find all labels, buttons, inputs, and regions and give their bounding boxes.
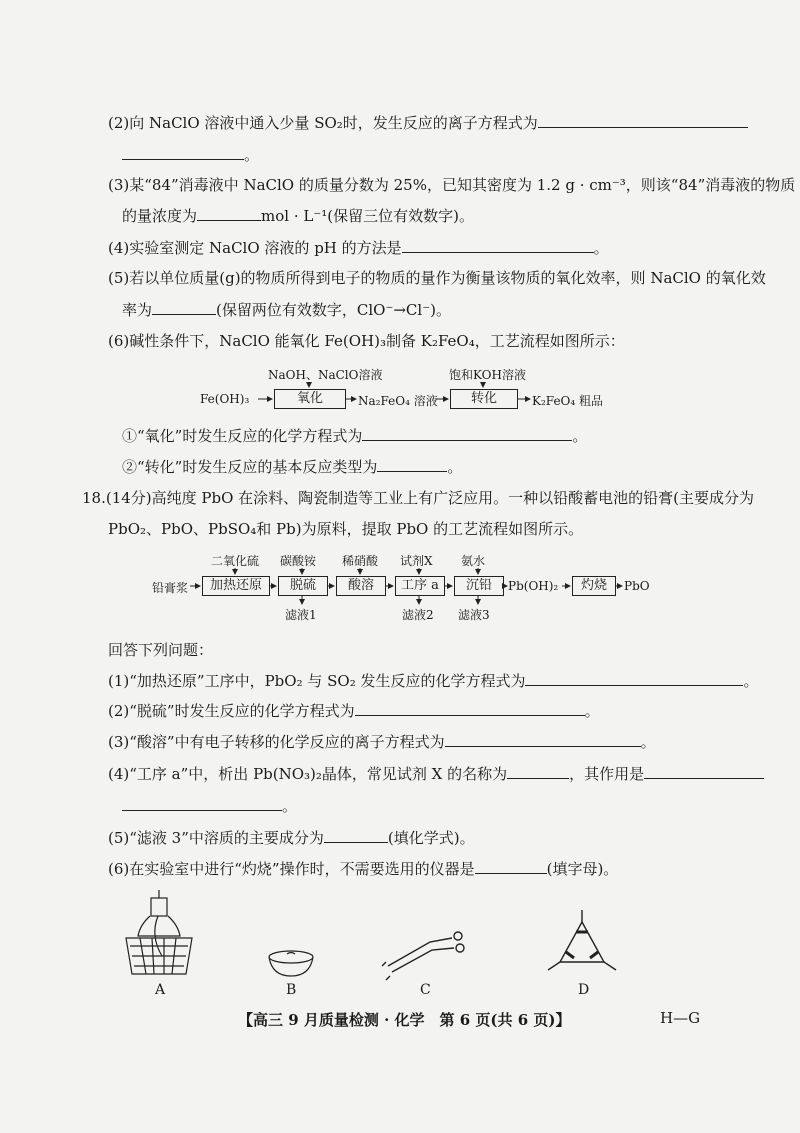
option-d-label: D	[578, 982, 590, 998]
flow2-reagent-ammonium-carbonate: 碳酸铵	[280, 554, 317, 568]
q18-part4-line1: (4)“工序 a”中，析出 Pb(NO₃)₂晶体，常见试剂 X 的名称为 ，其作用是	[108, 763, 764, 784]
flow1-reagent-1: NaOH、NaClO溶液	[268, 368, 383, 382]
flow2-reagent-x: 试剂X	[400, 554, 433, 568]
flow1-box-oxidation: 氧化	[274, 389, 346, 409]
q18-part6: (6)在实验室中进行“灼烧”操作时，不需要选用的仪器是 (填字母)。	[108, 860, 619, 878]
q17-part2-line2: 。	[122, 144, 259, 165]
q18-title-line1: 18.(14分)高纯度 PbO 在涂料、陶瓷制造等工业上有广泛应用。一种以铅酸蓄电池的铅膏(主要成分为	[82, 489, 755, 507]
q18-part5: (5)“滤液 3”中溶质的主要成分为 (填化学式)。	[108, 829, 475, 847]
option-c-label: C	[420, 982, 431, 998]
q17-part5-line1: (5)若以单位质量(g)的物质所得到电子的物质的量作为衡量该物质的氧化效率，则 NaClO 的氧化效	[108, 269, 766, 287]
q18-part4-line2: 。	[122, 795, 297, 816]
q18-intro: 回答下列问题：	[108, 641, 214, 659]
apparatus-b-drawing	[269, 951, 313, 976]
flow2-box-lead-precipitation: 沉铅	[454, 576, 504, 596]
flow1-start: Fe(OH)₃	[200, 392, 250, 406]
q18-title-line2: PbO₂、PbO、PbSO₄和 Pb)为原料，提取 PbO 的工艺流程如图所示。	[108, 520, 584, 538]
q17-part4: (4)实验室测定 NaClO 溶液的 pH 的方法是 。	[108, 239, 609, 257]
flow2-intermediate: Pb(OH)₂	[508, 579, 559, 593]
flow2-filtrate-2: 滤液2	[402, 608, 434, 622]
flow2-reagent-ammonia: 氨水	[461, 554, 486, 568]
flow1-intermediate: Na₂FeO₄ 溶液	[358, 394, 438, 408]
q18-part3: (3)“酸溶”中有电子转移的化学反应的离子方程式为 。	[108, 733, 656, 751]
apparatus-c-drawing	[382, 932, 464, 980]
flow2-start: 铅膏浆	[152, 581, 189, 595]
q18-part2: (2)“脱硫”时发生反应的化学方程式为 。	[108, 702, 600, 720]
option-b-label: B	[286, 982, 297, 998]
flow2-box-process-a: 工序 a	[395, 576, 445, 596]
q17-part5-line2: 率为 (保留两位有效数字，ClO⁻→Cl⁻)。	[122, 301, 451, 319]
flow2-box-calcination: 灼烧	[572, 576, 616, 596]
flow2-box-acid-dissolution: 酸溶	[336, 576, 386, 596]
flow2-reagent-nitric-acid: 稀硝酸	[342, 554, 379, 568]
flow2-box-heating-reduction: 加热还原	[202, 576, 270, 596]
page-footer: 【高三 9 月质量检测 · 化学 第 6 页(共 6 页)】	[238, 1011, 571, 1029]
flow2-filtrate-3: 滤液3	[458, 608, 490, 622]
q17-part6-sub2: ②“转化”时发生反应的基本反应类型为 。	[122, 458, 463, 476]
apparatus-a-drawing	[126, 890, 192, 974]
flow2-end: PbO	[624, 579, 650, 593]
q17-part3-text: (3)某“84”消毒液中 NaClO 的质量分数为 25%，已知其密度为 1.2 g · cm⁻³，则该“84”消毒液的物质	[108, 176, 796, 194]
q17-part3-line2: 的量浓度为 mol · L⁻¹(保留三位有效数字)。	[122, 207, 474, 225]
q17-part2-text: (2)向 NaClO 溶液中通入少量 SO₂时，发生反应的离子方程式为	[108, 114, 538, 132]
flow2-filtrate-1: 滤液1	[285, 608, 317, 622]
flow2-reagent-so2: 二氧化硫	[211, 554, 260, 568]
q17-part6: (6)碱性条件下，NaClO 能氧化 Fe(OH)₃制备 K₂FeO₄，工艺流程如图所示：	[108, 332, 625, 350]
flow2-box-desulfurization: 脱硫	[278, 576, 328, 596]
flow1-box-conversion: 转化	[450, 389, 518, 409]
q18-part1: (1)“加热还原”工序中，PbO₂ 与 SO₂ 发生反应的化学方程式为 。	[108, 672, 759, 690]
flow1-reagent-2: 饱和KOH溶液	[449, 368, 526, 382]
apparatus-d-drawing	[548, 910, 616, 970]
flow1-end: K₂FeO₄ 粗品	[532, 394, 604, 408]
paper-code: H—G	[660, 1009, 701, 1027]
q17-part6-sub1: ①“氧化”时发生反应的化学方程式为 。	[122, 427, 588, 445]
option-a-label: A	[155, 982, 166, 998]
